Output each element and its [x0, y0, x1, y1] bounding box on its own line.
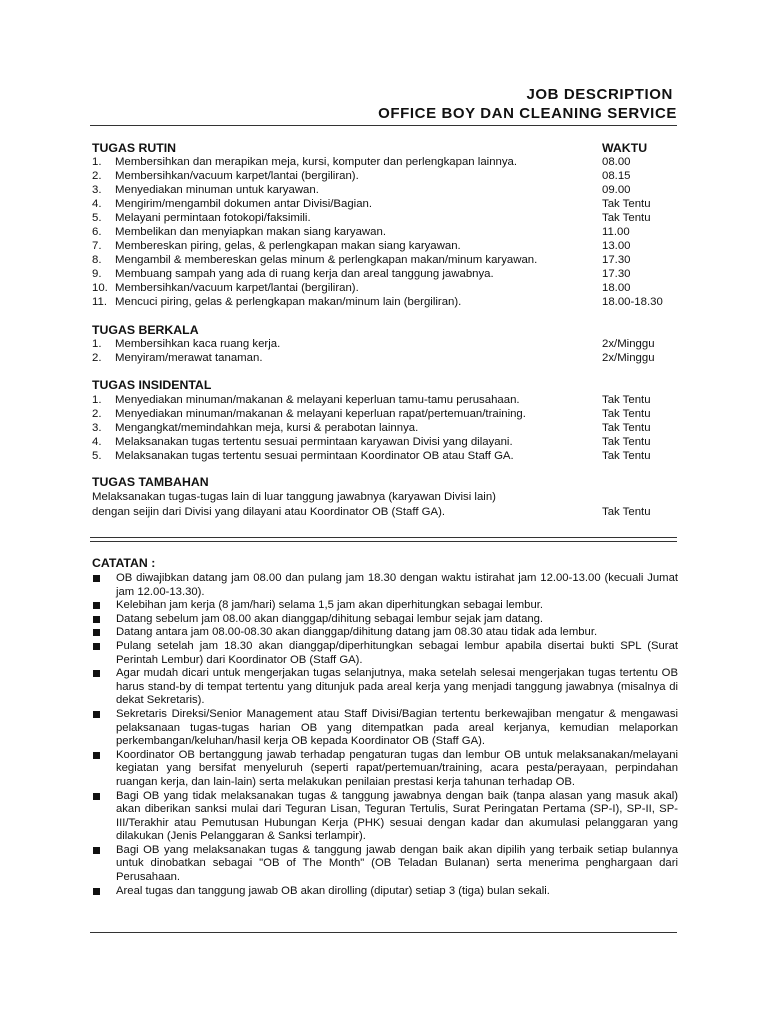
task-time: 17.30: [602, 268, 631, 280]
task-text: Mengirim/mengambil dokumen antar Divisi/Bagian.: [115, 198, 373, 210]
task-text: Membereskan piring, gelas, & perlengkapan makan siang karyawan.: [115, 240, 461, 252]
task-text: Membelikan dan menyiapkan makan siang karyawan.: [115, 226, 386, 238]
task-number: 1.: [92, 394, 102, 406]
task-text: Membuang sampah yang ada di ruang kerja dan areal tanggung jawabnya.: [115, 268, 494, 280]
square-bullet-icon: [93, 616, 100, 623]
task-number: 8.: [92, 254, 102, 266]
tambahan-text-line1: Melaksanakan tugas-tugas lain di luar tanggung jawabnya (karyawan Divisi lain): [92, 491, 496, 503]
task-row: [92, 281, 682, 295]
task-time: Tak Tentu: [602, 198, 651, 210]
task-row: [92, 183, 682, 197]
task-text: Mengambil & membereskan gelas minum & perlengkapan makan/minum karyawan.: [115, 254, 538, 266]
note-item: [90, 844, 678, 885]
task-row: [92, 197, 682, 211]
task-text: Melayani permintaan fotokopi/faksimili.: [115, 212, 311, 224]
note-item: [90, 613, 678, 627]
task-time: Tak Tentu: [602, 422, 651, 434]
task-text: Melaksanakan tugas tertentu sesuai permintaan Koordinator OB atau Staff GA.: [115, 450, 514, 462]
task-time: 18.00-18.30: [602, 296, 663, 308]
task-time: Tak Tentu: [602, 436, 651, 448]
task-text: Mencuci piring, gelas & perlengkapan makan/minum lain (bergiliran).: [115, 296, 462, 308]
task-text: Membersihkan kaca ruang kerja.: [115, 338, 281, 350]
task-time: 18.00: [602, 282, 631, 294]
task-row: [92, 267, 682, 281]
note-text: Bagi OB yang tidak melaksanakan tugas & tanggung jawabnya dengan baik (tanpa alasan yang masuk akal) akan diberikan sanksi mulai dari Teguran Lisan, Teguran Tertulis, Surat Peringatan Pertama (SP-I), SP-II, SP-III/Terakhir atau Pemutusan Hubungan Kerja (PHK) sesuai dengan kadar dan akumulasi pelanggaran yang dilakukan (Jenis Pelanggaran & Sanksi terlampir).: [116, 789, 678, 843]
task-number: 2.: [92, 352, 102, 364]
task-time: 08.00: [602, 156, 631, 168]
note-item: [90, 599, 678, 613]
task-text: Menyediakan minuman untuk karyawan.: [115, 184, 319, 196]
note-item: [90, 667, 678, 708]
square-bullet-icon: [93, 711, 100, 718]
task-number: 3.: [92, 422, 102, 434]
section-heading-tambahan: TUGAS TAMBAHAN: [92, 475, 209, 489]
task-number: 3.: [92, 184, 102, 196]
note-item: [90, 885, 678, 899]
tambahan-text-line2: dengan seijin dari Divisi yang dilayani atau Koordinator OB (Staff GA).: [92, 506, 446, 518]
square-bullet-icon: [93, 888, 100, 895]
task-row: [92, 239, 682, 253]
note-text: Bagi OB yang melaksanakan tugas & tanggung jawab dengan baik akan dipilih yang terbaik setiap bulannya untuk dinobatkan sebagai "OB of The Month" (OB Teladan Bulanan) serta menerima penghargaan dari Perusahaan.: [116, 843, 678, 884]
section-heading-catatan: CATATAN :: [92, 556, 156, 570]
document-subtitle: OFFICE BOY DAN CLEANING SERVICE: [378, 105, 677, 122]
square-bullet-icon: [93, 575, 100, 582]
task-text: Menyediakan minuman/makanan & melayani keperluan rapat/pertemuan/training.: [115, 408, 526, 420]
section-heading-berkala: TUGAS BERKALA: [92, 323, 199, 337]
section-heading-rutin: TUGAS RUTIN: [92, 141, 177, 155]
square-bullet-icon: [93, 793, 100, 800]
note-text: Pulang setelah jam 18.30 akan dianggap/diperhitungkan sebagai lembur apabila disertai bukti SPL (Surat Perintah Lembur) dari Koordinator OB (Staff GA).: [116, 639, 678, 666]
waktu-column-heading: WAKTU: [602, 141, 648, 155]
task-number: 11.: [92, 296, 107, 308]
task-time: 09.00: [602, 184, 631, 196]
square-bullet-icon: [93, 602, 100, 609]
task-row: [92, 337, 682, 351]
task-time: Tak Tentu: [602, 212, 651, 224]
task-row: [92, 211, 682, 225]
task-number: 4.: [92, 198, 102, 210]
tambahan-time: Tak Tentu: [602, 506, 651, 518]
square-bullet-icon: [93, 643, 100, 650]
task-number: 1.: [92, 338, 102, 350]
task-number: 5.: [92, 212, 102, 224]
task-time: 17.30: [602, 254, 631, 266]
square-bullet-icon: [93, 847, 100, 854]
task-time: 2x/Minggu: [602, 338, 655, 350]
note-text: Sekretaris Direksi/Senior Management atau Staff Divisi/Bagian tertentu berkewajiban mengatur & mengawasi pelaksanaan tugas-tugas harian OB yang ditempatkan pada areal kerjanya, kemudian melaporkan perkembangan/keluhan/hasil kerja OB kepada Koordinator OB (Staff GA).: [116, 707, 678, 748]
note-item: [90, 790, 678, 844]
task-text: Melaksanakan tugas tertentu sesuai permintaan karyawan Divisi yang dilayani.: [115, 436, 513, 448]
task-number: 2.: [92, 408, 102, 420]
note-text: Datang sebelum jam 08.00 akan dianggap/dihitung sebagai lembur sejak jam datang.: [116, 612, 544, 625]
task-row: [92, 225, 682, 239]
task-number: 9.: [92, 268, 102, 280]
task-text: Mengangkat/memindahkan meja, kursi & perabotan lainnya.: [115, 422, 419, 434]
task-time: Tak Tentu: [602, 394, 651, 406]
task-text: Membersihkan dan merapikan meja, kursi, komputer dan perlengkapan lainnya.: [115, 156, 518, 168]
task-row: [92, 295, 682, 309]
note-text: Areal tugas dan tanggung jawab OB akan dirolling (diputar) setiap 3 (tiga) bulan sekali.: [116, 884, 550, 897]
note-text: Agar mudah dicari untuk mengerjakan tugas selanjutnya, maka setelah selesai mengerjakan tugas tertentu OB harus stand-by di tempat tertentu yang ditunjuk pada areal kerja yang menjadi tanggung jawabnya (misalnya di dekat Sekretaris).: [116, 667, 678, 707]
title-divider: [90, 125, 677, 126]
task-row: [92, 393, 682, 407]
task-text: Membersihkan/vacuum karpet/lantai (bergiliran).: [115, 282, 359, 294]
note-item: [90, 708, 678, 749]
square-bullet-icon: [93, 629, 100, 636]
note-item: [90, 626, 678, 640]
task-time: 08.15: [602, 170, 631, 182]
catatan-divider-top: [90, 537, 677, 538]
square-bullet-icon: [93, 752, 100, 759]
task-time: 11.00: [602, 226, 630, 238]
task-number: 5.: [92, 450, 102, 462]
task-row: [92, 449, 682, 463]
task-time: Tak Tentu: [602, 408, 651, 420]
task-number: 6.: [92, 226, 102, 238]
bottom-divider: [90, 932, 677, 933]
task-row: [92, 407, 682, 421]
task-row: [92, 435, 682, 449]
note-text: Kelebihan jam kerja (8 jam/hari) selama 1,5 jam akan diperhitungkan sebagai lembur.: [116, 599, 544, 612]
note-item: [90, 640, 678, 667]
note-item: [90, 749, 678, 790]
note-text: Datang antara jam 08.00-08.30 akan dianggap/dihitung datang jam 08.30 atau tidak ada lembur.: [116, 626, 598, 639]
note-text: OB diwajibkan datang jam 08.00 dan pulang jam 18.30 dengan waktu istirahat jam 12.00-13.00 (kecuali Jumat jam 12.00-13.30).: [116, 572, 678, 598]
catatan-divider-bottom: [90, 541, 677, 542]
task-time: Tak Tentu: [602, 450, 651, 462]
note-text: Koordinator OB bertanggung jawab terhadap pengaturan tugas dan lembur OB untuk melaksanakan/melayani kegiatan yang bersifat menyeluruh (seperti rapat/pertemuan/training, acara pesta/perayaan, perpindahan ruangan kerja, dan lain-lain) serta melakukan penilaian prestasi kerja tahunan terhadap OB.: [116, 748, 678, 788]
task-row: [92, 351, 682, 365]
square-bullet-icon: [93, 670, 100, 677]
task-time: 13.00: [602, 240, 631, 252]
task-row: [92, 155, 682, 169]
task-row: [92, 253, 682, 267]
document-title: JOB DESCRIPTION: [526, 86, 673, 103]
task-number: 10.: [92, 282, 108, 294]
note-item: [90, 572, 678, 599]
task-text: Menyiram/merawat tanaman.: [115, 352, 263, 364]
task-number: 2.: [92, 170, 102, 182]
task-row: [92, 169, 682, 183]
task-row: [92, 421, 682, 435]
task-text: Menyediakan minuman/makanan & melayani keperluan tamu-tamu perusahaan.: [115, 394, 520, 406]
section-heading-insidental: TUGAS INSIDENTAL: [92, 378, 212, 392]
catatan-list: [90, 572, 678, 898]
task-number: 1.: [92, 156, 102, 168]
task-time: 2x/Minggu: [602, 352, 655, 364]
task-text: Membersihkan/vacuum karpet/lantai (bergiliran).: [115, 170, 359, 182]
task-number: 7.: [92, 240, 102, 252]
task-number: 4.: [92, 436, 102, 448]
